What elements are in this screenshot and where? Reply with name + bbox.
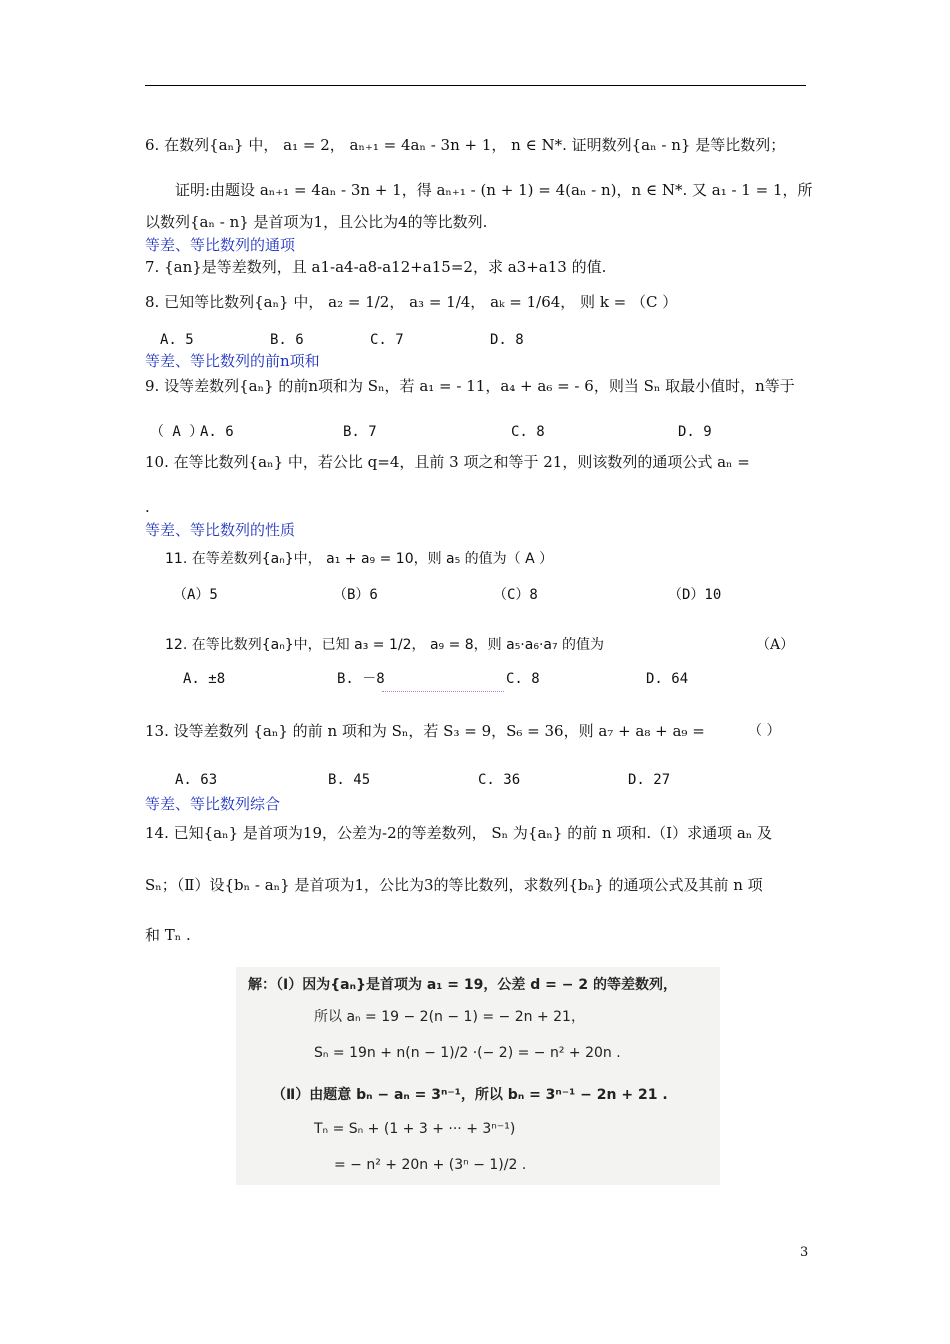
section-sum-n: 等差、等比数列的前n项和 xyxy=(145,352,320,370)
q9-option-c: C. 8 xyxy=(511,424,545,440)
q8-option-a: A. 5 xyxy=(160,332,194,348)
q9-answer: （ A ） xyxy=(150,424,204,440)
q8-option-d: D. 8 xyxy=(490,332,524,348)
section-properties: 等差、等比数列的性质 xyxy=(145,521,296,539)
q6-proof-line1: 证明:由题设 aₙ₊₁ = 4aₙ - 3n + 1，得 aₙ₊₁ - (n + 1) = 4(aₙ - n)，n ∈ N*. 又 a₁ - 1 = 1，所 xyxy=(175,181,813,199)
q13-option-d: D. 27 xyxy=(628,772,671,788)
header-rule xyxy=(145,85,806,86)
solution-line6: = − n² + 20n + (3ⁿ − 1)/2 . xyxy=(334,1157,527,1173)
q13-answer: （ ） xyxy=(748,723,781,739)
q11-option-d: （D）10 xyxy=(668,587,722,603)
q14-line3: 和 Tₙ . xyxy=(145,926,191,944)
q9-option-a: A. 6 xyxy=(200,424,234,440)
q10-tail: . xyxy=(145,498,150,516)
q7-text: 7. {an}是等差数列，且 a1-a4-a8-a12+a15=2，求 a3+a13 的值. xyxy=(145,258,607,276)
page-number: 3 xyxy=(800,1245,809,1260)
q12-option-d: D. 64 xyxy=(646,671,689,687)
q9-option-d: D. 9 xyxy=(678,424,712,440)
q11-text: 11. 在等差数列{aₙ}中， a₁ + a₉ = 10，则 a₅ 的值为（ A ） xyxy=(165,551,554,567)
solution-line1: 解：（Ⅰ）因为{aₙ}是首项为 a₁ = 19，公差 d = − 2 的等差数列， xyxy=(248,977,677,993)
q11-option-c: （C）8 xyxy=(493,587,538,603)
q12-option-a: A. ±8 xyxy=(183,671,226,687)
q14-line2: Sₙ；（Ⅱ）设{bₙ - aₙ} 是首项为1，公比为3的等比数列，求数列{bₙ} 的通项公式及其前 n 项 xyxy=(145,876,763,894)
solution-image xyxy=(236,967,720,1185)
q12-option-c: C. 8 xyxy=(506,671,540,687)
q13-text: 13. 设等差数列 {aₙ} 的前 n 项和为 Sₙ，若 S₃ = 9，S₆ = 36，则 a₇ + a₈ + a₉ = xyxy=(145,722,705,740)
q13-option-a: A. 63 xyxy=(175,772,218,788)
q10-text: 10. 在等比数列{aₙ} 中，若公比 q=4，且前 3 项之和等于 21，则该数列的通项公式 aₙ = xyxy=(145,453,750,471)
q14-line1: 14. 已知{aₙ} 是首项为19，公差为-2的等差数列， Sₙ 为{aₙ} 的前 n 项和.（Ⅰ）求通项 aₙ 及 xyxy=(145,824,773,842)
solution-line5: Tₙ = Sₙ + (1 + 3 + ··· + 3ⁿ⁻¹) xyxy=(314,1121,516,1137)
solution-line2: 所以 aₙ = 19 − 2(n − 1) = − 2n + 21， xyxy=(314,1009,585,1025)
q8-option-b: B. 6 xyxy=(270,332,304,348)
q13-option-c: C. 36 xyxy=(478,772,521,788)
section-combined: 等差、等比数列综合 xyxy=(145,795,281,813)
q9-option-b: B. 7 xyxy=(343,424,377,440)
q6-proof-line2: 以数列{aₙ - n} 是首项为1，且公比为4的等比数列. xyxy=(145,213,488,231)
q11-option-b: （B）6 xyxy=(333,587,378,603)
q9-text: 9. 设等差数列{aₙ} 的前n项和为 Sₙ，若 a₁ = - 11，a₄ + a₆ = - 6，则当 Sₙ 取最小值时，n等于 xyxy=(145,377,795,395)
solution-line3: Sₙ = 19n + n(n − 1)/2 ·(− 2) = − n² + 20n . xyxy=(314,1045,621,1061)
q12-answer: （A） xyxy=(756,637,795,653)
q11-option-a: （A）5 xyxy=(173,587,218,603)
q12-dotted-mark xyxy=(382,676,504,695)
q12-option-b: B. －8 xyxy=(337,671,385,687)
section-general-term: 等差、等比数列的通项 xyxy=(145,236,296,254)
q12-text: 12. 在等比数列{aₙ}中，已知 a₃ = 1/2， a₉ = 8，则 a₅·a₆·a₇ 的值为 xyxy=(165,637,605,653)
solution-line4: （Ⅱ）由题意 bₙ − aₙ = 3ⁿ⁻¹，所以 bₙ = 3ⁿ⁻¹ − 2n + 21 . xyxy=(272,1087,668,1103)
q13-option-b: B. 45 xyxy=(328,772,371,788)
q8-text: 8. 已知等比数列{aₙ} 中， a₂ = 1/2， a₃ = 1/4， aₖ = 1/64， 则 k = （C ） xyxy=(145,293,678,311)
q6-text: 6. 在数列{aₙ} 中， a₁ = 2， aₙ₊₁ = 4aₙ - 3n + 1， n ∈ N*. 证明数列{aₙ - n} 是等比数列； xyxy=(145,136,786,154)
q8-option-c: C. 7 xyxy=(370,332,404,348)
